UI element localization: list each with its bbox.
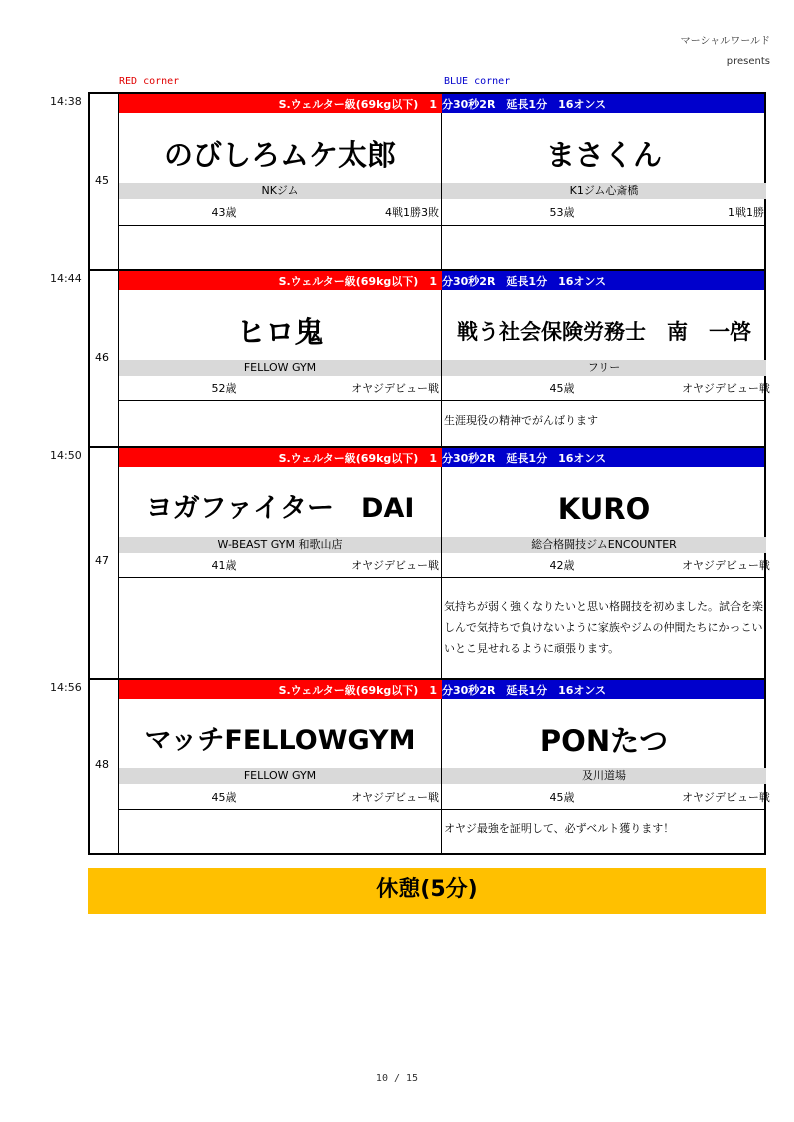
red-fighter-name: マッチFELLOWGYM bbox=[144, 725, 416, 756]
red-fighter-age: 45歳 bbox=[211, 791, 237, 804]
rules-text-blue: 分30秒2R 延長1分 16オンス bbox=[442, 98, 607, 111]
red-fighter-record: オヤジデビュー戦 bbox=[351, 791, 439, 804]
rules-text-red: S.ウェルター級(69kg以下) 1 bbox=[278, 452, 437, 465]
red-fighter-record: オヤジデビュー戦 bbox=[351, 559, 439, 572]
break-banner: 休憩(5分) bbox=[88, 868, 766, 914]
blue-fighter-name: 戦う社会保険労務士 南 一啓 bbox=[457, 320, 751, 344]
bout-card-45 bbox=[88, 92, 766, 269]
red-corner-label: RED corner bbox=[119, 76, 180, 87]
blue-fighter-record: オヤジデビュー戦 bbox=[682, 382, 770, 395]
red-fighter-age: 52歳 bbox=[211, 382, 237, 395]
bout-number: 46 bbox=[95, 351, 109, 364]
blue-corner-label: BLUE corner bbox=[444, 76, 511, 87]
blue-fighter-record: オヤジデビュー戦 bbox=[682, 791, 770, 804]
comment-separator bbox=[119, 225, 764, 226]
comment-separator bbox=[119, 577, 764, 578]
blue-fighter-name: KURO bbox=[557, 492, 651, 526]
rules-text-red: S.ウェルター級(69kg以下) 1 bbox=[278, 275, 437, 288]
red-fighter-record: 4戦1勝3敗 bbox=[385, 206, 439, 219]
rules-text-blue: 分30秒2R 延長1分 16オンス bbox=[442, 684, 607, 697]
blue-fighter-age: 45歳 bbox=[549, 791, 575, 804]
blue-fighter-gym: 及川道場 bbox=[442, 768, 766, 784]
red-fighter-gym: FELLOW GYM bbox=[119, 360, 441, 376]
red-fighter-age: 43歳 bbox=[211, 206, 237, 219]
red-fighter-name: ヒロ鬼 bbox=[236, 315, 324, 349]
rules-text-blue: 分30秒2R 延長1分 16オンス bbox=[442, 452, 607, 465]
bout-number: 48 bbox=[95, 758, 109, 771]
bout-time: 14:50 bbox=[50, 449, 82, 462]
blue-fighter-gym: フリー bbox=[442, 360, 766, 376]
blue-fighter-comment: 気持ちが弱く強くなりたいと思い格闘技を初めました。試合を楽しんで気持ちで負けないように家族やジムの仲間たちにかっこいいとこ見せれるように頑張ります。 bbox=[444, 600, 763, 655]
rules-text-red: S.ウェルター級(69kg以下) 1 bbox=[278, 684, 437, 697]
bout-number: 47 bbox=[95, 554, 109, 567]
rules-text-blue: 分30秒2R 延長1分 16オンス bbox=[442, 275, 607, 288]
blue-fighter-record: 1戦1勝 bbox=[728, 206, 764, 219]
red-fighter-name: のびしろムケ太郎 bbox=[163, 138, 396, 172]
red-fighter-gym: W-BEAST GYM 和歌山店 bbox=[119, 537, 441, 553]
page-number: 10 / 15 bbox=[375, 1073, 419, 1084]
red-fighter-gym: NKジム bbox=[119, 183, 441, 199]
rules-band bbox=[119, 680, 764, 699]
rules-text-red: S.ウェルター級(69kg以下) 1 bbox=[278, 98, 437, 111]
blue-fighter-record: オヤジデビュー戦 bbox=[682, 559, 770, 572]
blue-fighter-gym: 総合格闘技ジムENCOUNTER bbox=[442, 537, 766, 553]
bout-card-47 bbox=[88, 446, 770, 678]
blue-fighter-age: 45歳 bbox=[549, 382, 575, 395]
blue-fighter-age: 42歳 bbox=[549, 559, 575, 572]
bout-card-48 bbox=[88, 678, 770, 855]
red-fighter-name: ヨガファイター DAI bbox=[145, 493, 415, 524]
blue-fighter-comment: オヤジ最強を証明して、必ずベルト獲ります！ bbox=[444, 822, 675, 835]
bout-time: 14:38 bbox=[50, 95, 82, 108]
red-fighter-record: オヤジデビュー戦 bbox=[351, 382, 439, 395]
red-fighter-gym: FELLOW GYM bbox=[119, 768, 441, 784]
comment-separator bbox=[119, 809, 764, 810]
organizer-name: マーシャルワールド bbox=[680, 36, 770, 47]
rules-band bbox=[119, 94, 764, 113]
blue-fighter-name: まさくん bbox=[545, 138, 662, 172]
bout-time: 14:44 bbox=[50, 272, 82, 285]
blue-fighter-name: PONたつ bbox=[539, 724, 669, 758]
rules-band bbox=[119, 448, 764, 467]
comment-separator bbox=[119, 400, 764, 401]
blue-fighter-gym: K1ジム心斎橋 bbox=[442, 183, 766, 199]
presents-label: presents bbox=[726, 56, 770, 67]
rules-band bbox=[119, 271, 764, 290]
bout-number: 45 bbox=[95, 174, 109, 187]
blue-fighter-age: 53歳 bbox=[549, 206, 575, 219]
blue-fighter-comment: 生涯現役の精神でがんばります bbox=[444, 414, 598, 427]
bout-card-46 bbox=[88, 269, 770, 446]
bout-time: 14:56 bbox=[50, 681, 82, 694]
red-fighter-age: 41歳 bbox=[211, 559, 237, 572]
